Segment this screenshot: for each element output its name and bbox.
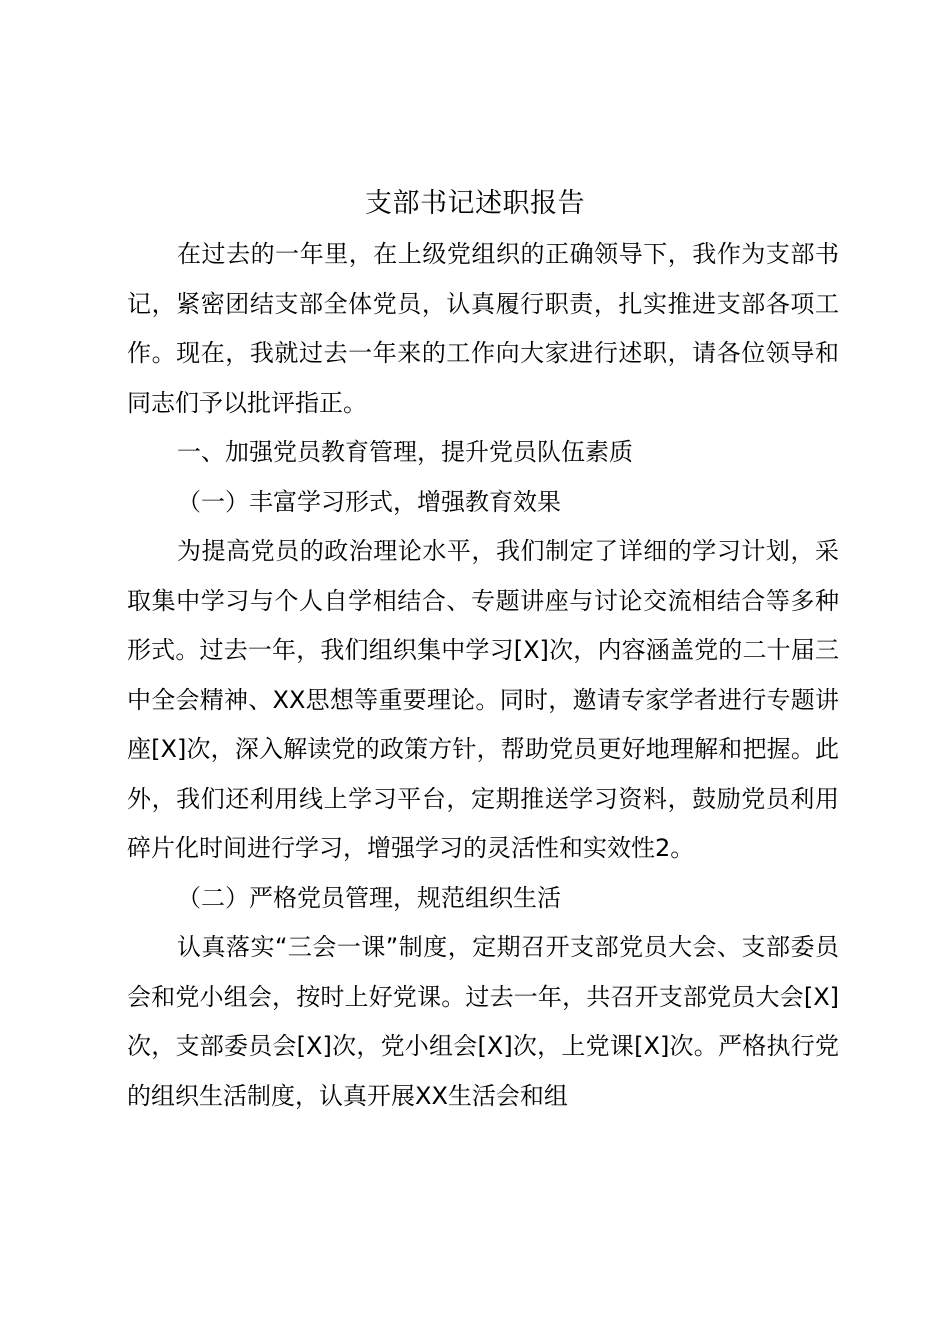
intro-paragraph: 在过去的一年里，在上级党组织的正确领导下，我作为支部书记，紧密团结支部全体党员，认真履行职责，扎实推进支部各项工作。现在，我就过去一年来的工作向大家进行述职，请各位领导和同志们予以批评指正。 [127, 240, 839, 417]
section-heading-1: 一、加强党员教育管理，提升党员队伍素质 [177, 438, 633, 466]
subsection-heading-1: （一）丰富学习形式，增强教育效果 [177, 487, 561, 516]
management-paragraph: 认真落实“三会一课”制度，定期召开支部党员大会、支部委员会和党小组会，按时上好党课。过去一年，共召开支部党员大会[X]次，支部委员会[X]次，党小组会[X]次，上党课[X]次。严格执行党的组织生活制度，认真开展XX生活会和组 [127, 933, 839, 1110]
document-body [127, 230, 839, 1121]
subsection-heading-2: （二）严格党员管理，规范组织生活 [177, 883, 561, 912]
document-title: 支部书记述职报告 [365, 188, 585, 219]
study-paragraph: 为提高党员的政治理论水平，我们制定了详细的学习计划，采取集中学习与个人自学相结合、专题讲座与讨论交流相结合等多种形式。过去一年，我们组织集中学习[X]次，内容涵盖党的二十届三中全会精神、XX思想等重要理论。同时，邀请专家学者进行专题讲座[X]次，深入解读党的政策方针，帮助党员更好地理解和把握。此外，我们还利用线上学习平台，定期推送学习资料，鼓励党员利用碎片化时间进行学习，增强学习的灵活性和实效性2。 [127, 537, 839, 862]
